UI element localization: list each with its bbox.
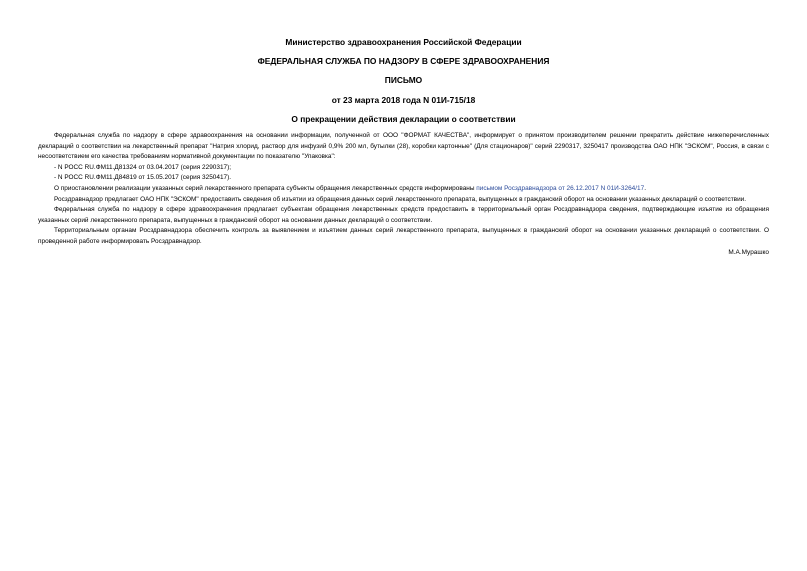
document-date-number: от 23 марта 2018 года N 01И-715/18 — [331, 95, 476, 105]
document-type: ПИСЬМО — [384, 75, 423, 85]
paragraph-suspension-text: О приостановлении реализации указанных серий лекарственного препарата субъекты обращения лекарственных средств информированы — [54, 184, 477, 192]
roszdravnadzor-letter-link[interactable]: письмом Росздравнадзора от 26.12.2017 N 01И-3264/17 — [476, 184, 645, 192]
paragraph-proposal-subjects: Федеральная служба по надзору в сфере здравоохранения предлагает субъектам обращения лекарственных средств предоставить в территориальный орган Росздравнадзора сведения, подтверждающие изъятие из обращения указанных серий лекарственного препарата, выпущенных в гражданский оборот на основании данных деклараций о соответствии. — [38, 206, 769, 224]
declaration-item-1: - N РОСС RU.ФМ11.Д81324 от 03.04.2017 (серия 2290317); — [54, 163, 232, 171]
signature: М.А.Мурашко — [728, 248, 769, 256]
document-body — [38, 131, 769, 258]
paragraph-proposal-manufacturer: Росздравнадзор предлагает ОАО НПК "ЭСКОМ" предоставить сведения об изъятии из обращения данных серий лекарственного препарата, выпущенных в гражданский оборот на основании указанных деклараций о соответствии. — [54, 195, 747, 203]
declaration-item-2: - N РОСС RU.ФМ11.Д84819 от 15.05.2017 (серия 3250417). — [54, 174, 232, 182]
paragraph-suspension-end: . — [644, 184, 646, 192]
paragraph-territorial-control: Территориальным органам Росздравнадзора обеспечить контроль за выявлением и изъятием данных серий лекарственного препарата, выпущенных в гражданский оборот на основании указанных деклараций о соответствии. О проведенной работе информировать Росздравнадзор. — [38, 227, 769, 245]
paragraph-intro: Федеральная служба по надзору в сфере здравоохранения на основании информации, полученной от ООО "ФОРМАТ КАЧЕСТВА", информирует о принятом производителем решении прекратить действие нижеперечисленных деклараций о соответствии на лекарственный препарат "Натрия хлорид, раствор для инфузий 0,9% 200 мл, бутылки (28), коробки картонные" (Для стационаров)" серий 2290317, 3250417 производства ОАО НПК "ЭСКОМ", Россия, в связи с несоответствием его качества требованиям нормативной документации по показателю "Упаковка": — [38, 132, 769, 161]
ministry-heading: Министерство здравоохранения Российской Федерации — [285, 37, 522, 47]
agency-heading: ФЕДЕРАЛЬНАЯ СЛУЖБА ПО НАДЗОРУ В СФЕРЕ ЗДРАВООХРАНЕНИЯ — [257, 56, 550, 66]
paragraph-suspension — [38, 184, 769, 195]
document-subject: О прекращении действия декларации о соответствии — [291, 114, 516, 124]
